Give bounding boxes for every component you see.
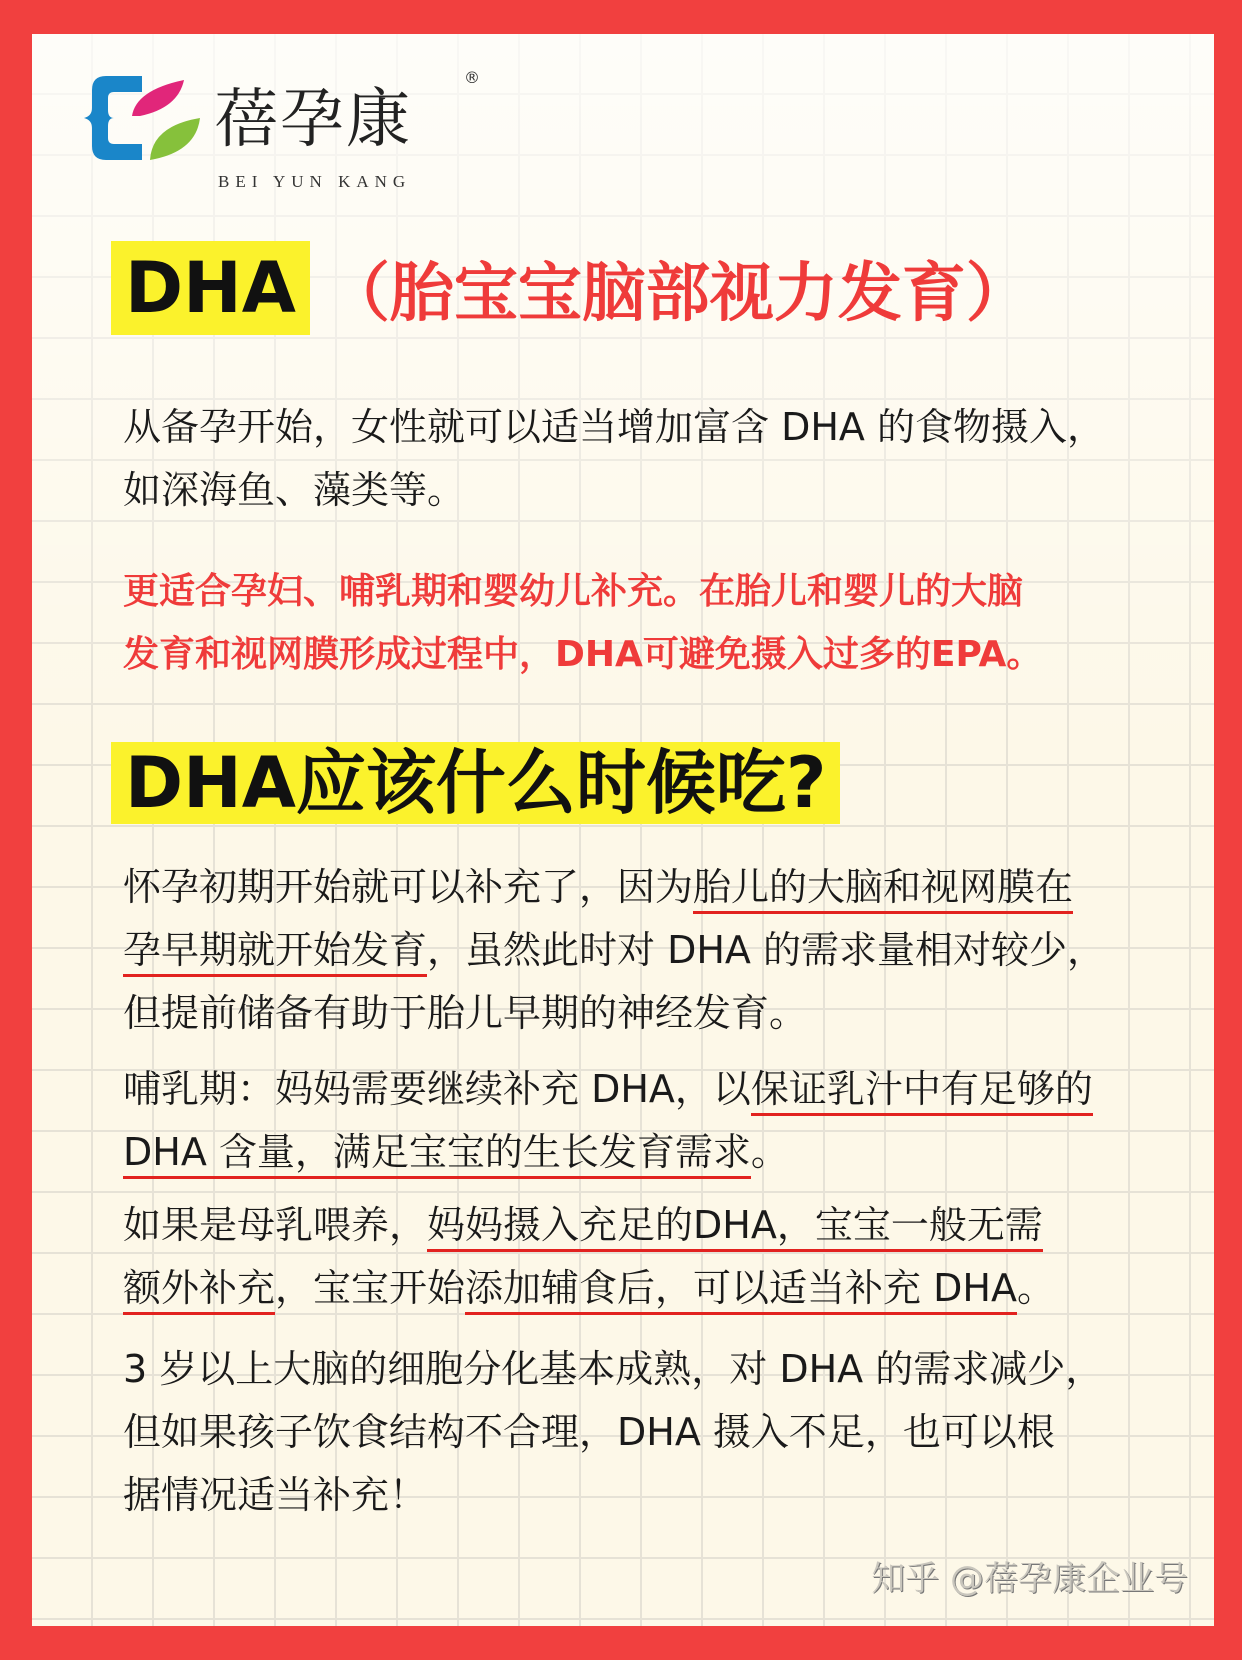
logo-name-en: BEI YUN KANG (218, 172, 412, 191)
registered-mark: ® (464, 68, 480, 87)
section-heading (111, 736, 840, 831)
underlined-text: 胎儿的大脑和视网膜在 (693, 865, 1073, 914)
text-segment: ，宝宝开始 (275, 1266, 466, 1310)
text-line (123, 856, 1105, 919)
underlined-text: 添加辅食后，可以适当补充 DHA (465, 1266, 1017, 1315)
text-segment: 从备孕开始，女性就可以适当增加富含 DHA 的食物摄入， (123, 405, 1105, 449)
text-segment: 但如果孩子饮食结构不合理，DHA 摄入不足，也可以根 (123, 1410, 1055, 1454)
text-segment: 如果是母乳喂养， (123, 1203, 428, 1247)
text-line (123, 1401, 1103, 1464)
underlined-text: 额外补充 (123, 1266, 275, 1315)
underlined-text: DHA 含量，满足宝宝的生长发育需求 (123, 1130, 751, 1179)
text-line (123, 1058, 1093, 1121)
page-title (111, 241, 1030, 335)
text-segment: 但提前储备有助于胎儿早期的神经发育。 (123, 991, 808, 1035)
text-segment: 据情况适当补充！ (123, 1473, 428, 1517)
paragraph-red-note (123, 560, 1042, 686)
text-segment: 。 (750, 1130, 789, 1174)
text-segment: 如深海鱼、藻类等。 (123, 468, 466, 512)
content-card (32, 34, 1214, 1626)
text-line (123, 919, 1105, 982)
text-line (123, 1464, 1103, 1527)
text-line (123, 1257, 1055, 1320)
text-segment: ，虽然此时对 DHA 的需求量相对较少， (427, 928, 1106, 972)
text-line (123, 396, 1105, 459)
title-subtitle: （胎宝宝脑部视力发育） (325, 257, 1030, 331)
brand-logo (84, 68, 480, 191)
text-line (123, 1121, 1093, 1184)
text-segment: 哺乳期：妈妈需要继续补充 DHA，以 (123, 1067, 751, 1111)
text-line (123, 982, 1105, 1045)
text-segment: 3 岁以上大脑的细胞分化基本成熟，对 DHA 的需求减少， (123, 1347, 1104, 1391)
underlined-text: 保证乳汁中有足够的 (751, 1067, 1093, 1116)
text-line (123, 560, 1042, 623)
logo-name-cn: 蓓孕康 (214, 83, 412, 157)
underlined-text: 妈妈摄入充足的DHA，宝宝一般无需 (427, 1203, 1043, 1252)
paragraph-breastfeeding (123, 1194, 1055, 1320)
title-highlight: DHA (111, 241, 310, 335)
text-line (123, 1338, 1103, 1401)
text-line (123, 623, 1042, 686)
paragraph-age-three (123, 1338, 1103, 1527)
paragraph-early-pregnancy (123, 856, 1105, 1045)
paragraph-intro (123, 396, 1105, 522)
text-segment: 更适合孕妇、哺乳期和婴幼儿补充。在胎儿和婴儿的大脑 (123, 571, 1024, 612)
text-segment: 怀孕初期开始就可以补充了，因为 (123, 865, 694, 909)
text-segment: 。 (1016, 1266, 1055, 1310)
text-segment: 发育和视网膜形成过程中，DHA可避免摄入过多的EPA。 (123, 634, 1043, 675)
text-line (123, 459, 1105, 522)
underlined-text: 孕早期就开始发育 (123, 928, 427, 977)
paragraph-lactation (123, 1058, 1093, 1184)
watermark: 知乎 @蓓孕康企业号 (871, 1559, 1188, 1599)
heading-highlight: DHA应该什么时候吃? (111, 742, 840, 824)
text-line (123, 1194, 1055, 1257)
logo-mark-icon (84, 68, 204, 168)
